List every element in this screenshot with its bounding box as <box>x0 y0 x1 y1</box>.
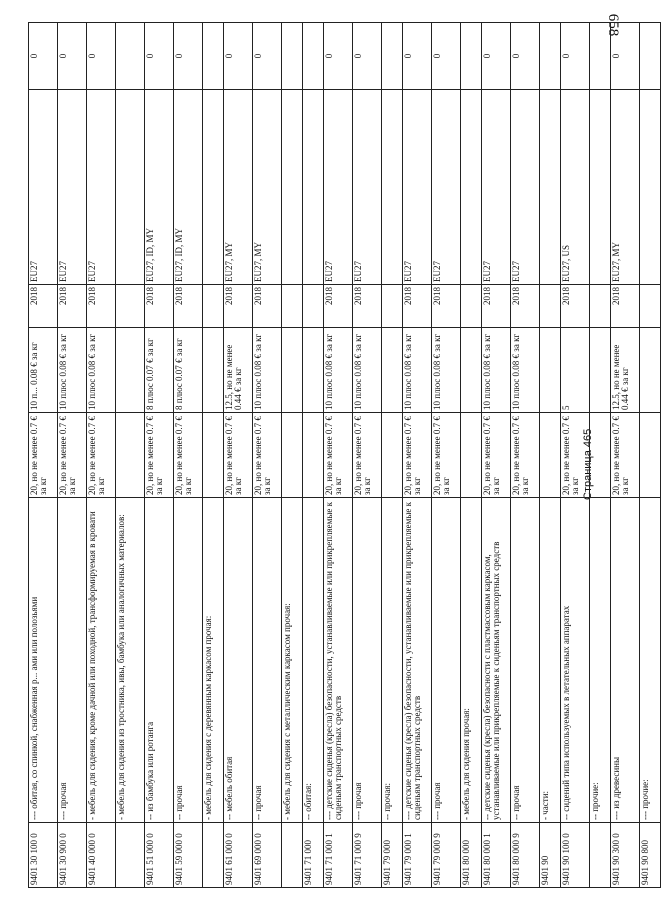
base-rate-cell: 20, но не менее 0.7 € за кг <box>29 413 58 498</box>
description-cell: - мебель для сидения из тростника, ивы, бамбука или аналогичных материалов: <box>116 498 145 823</box>
hs-code-cell: 9401 71 000 9 <box>353 823 382 888</box>
hs-code-cell: 9401 30 100 0 <box>29 823 58 888</box>
reduced-rate-cell <box>590 328 611 413</box>
countries-cell: EU27, ID, MY <box>145 90 174 285</box>
hs-code-cell: 9401 79 000 <box>382 823 403 888</box>
year-cell <box>116 285 145 328</box>
table-row <box>540 23 561 888</box>
base-rate-cell <box>203 413 224 498</box>
description-cell: --- прочие: <box>640 498 661 823</box>
reduced-rate-cell: 10 плюс 0.08 € за кг <box>324 328 353 413</box>
countries-cell: EU27 <box>58 90 87 285</box>
reduced-rate-cell <box>303 328 324 413</box>
base-rate-cell <box>640 413 661 498</box>
base-rate-cell <box>116 413 145 498</box>
base-rate-cell: 20, но не менее 0.7 € за кг <box>561 413 590 498</box>
hs-code-cell: 9401 90 800 <box>640 823 661 888</box>
reduced-rate-cell: 10 плюс 0.08 € за кг <box>403 328 432 413</box>
countries-cell: EU27, MY <box>253 90 282 285</box>
table-row <box>203 23 224 888</box>
hs-code-cell: 9401 90 100 0 <box>561 823 590 888</box>
hs-code-cell <box>116 823 145 888</box>
hs-code-cell: 9401 61 000 0 <box>224 823 253 888</box>
year-cell: 2018 <box>87 285 116 328</box>
countries-cell: EU27 <box>432 90 461 285</box>
final-rate-cell <box>382 23 403 90</box>
description-cell: --- обитая, со спинкой, снабженная р... ами или полозьями <box>29 498 58 823</box>
reduced-rate-cell: 12.5, но не менее 0.44 € за кг <box>224 328 253 413</box>
table-row <box>29 23 58 888</box>
year-cell: 2018 <box>611 285 640 328</box>
year-cell: 2018 <box>561 285 590 328</box>
reduced-rate-cell: 10 плюс 0.08 € за кг <box>58 328 87 413</box>
description-cell: -- мебель обитая <box>224 498 253 823</box>
year-cell <box>590 285 611 328</box>
final-rate-cell: 0 <box>324 23 353 90</box>
base-rate-cell: 20, но не менее 0.7 € за кг <box>224 413 253 498</box>
countries-cell <box>303 90 324 285</box>
table-row <box>58 23 87 888</box>
countries-cell <box>590 90 611 285</box>
final-rate-cell: 0 <box>432 23 461 90</box>
year-cell: 2018 <box>403 285 432 328</box>
final-rate-cell <box>540 23 561 90</box>
reduced-rate-cell: 10 плюс 0.08 € за кг <box>253 328 282 413</box>
hs-code-cell: 9401 69 000 0 <box>253 823 282 888</box>
year-cell: 2018 <box>58 285 87 328</box>
table-row <box>353 23 382 888</box>
table-row <box>116 23 145 888</box>
hs-code-cell <box>282 823 303 888</box>
final-rate-cell: 0 <box>482 23 511 90</box>
final-rate-cell <box>116 23 145 90</box>
table-row <box>611 23 640 888</box>
base-rate-cell: 20, но не менее 0.7 € за кг <box>145 413 174 498</box>
final-rate-cell: 0 <box>561 23 590 90</box>
year-cell <box>303 285 324 328</box>
hs-code-cell: 9401 30 900 0 <box>58 823 87 888</box>
final-rate-cell: 0 <box>253 23 282 90</box>
reduced-rate-cell: 10 плюс 0.08 € за кг <box>353 328 382 413</box>
final-rate-cell: 0 <box>224 23 253 90</box>
base-rate-cell: 20, но не менее 0.7 € за кг <box>324 413 353 498</box>
description-cell: -- обитая: <box>303 498 324 823</box>
year-cell <box>282 285 303 328</box>
tariff-table <box>28 22 661 888</box>
final-rate-cell <box>203 23 224 90</box>
base-rate-cell <box>590 413 611 498</box>
description-cell: - мебель для сидения с деревянным каркасом прочая: <box>203 498 224 823</box>
year-cell: 2018 <box>29 285 58 328</box>
hs-code-cell: 9401 80 000 <box>461 823 482 888</box>
countries-cell: EU27 <box>511 90 540 285</box>
countries-cell: EU27 <box>403 90 432 285</box>
final-rate-cell: 0 <box>353 23 382 90</box>
reduced-rate-cell: 10 плюс 0.08 € за кг <box>511 328 540 413</box>
final-rate-cell: 0 <box>403 23 432 90</box>
hs-code-cell: 9401 90 <box>540 823 561 888</box>
final-rate-cell: 0 <box>87 23 116 90</box>
table-row <box>461 23 482 888</box>
hs-code-cell: 9401 71 000 1 <box>324 823 353 888</box>
base-rate-cell: 20, но не менее 0.7 € за кг <box>482 413 511 498</box>
description-cell: -- сидений типа используемых в летательных аппаратах <box>561 498 590 823</box>
base-rate-cell <box>461 413 482 498</box>
table-row <box>303 23 324 888</box>
countries-cell: EU27 <box>87 90 116 285</box>
reduced-rate-cell <box>203 328 224 413</box>
reduced-rate-cell: 5 <box>561 328 590 413</box>
final-rate-cell: 0 <box>29 23 58 90</box>
reduced-rate-cell <box>461 328 482 413</box>
table-row <box>87 23 116 888</box>
reduced-rate-cell <box>116 328 145 413</box>
countries-cell: EU27 <box>29 90 58 285</box>
description-cell: -- прочая <box>174 498 203 823</box>
base-rate-cell: 20, но не менее 0.7 € за кг <box>611 413 640 498</box>
countries-cell: EU27 <box>353 90 382 285</box>
table-row <box>145 23 174 888</box>
year-cell: 2018 <box>253 285 282 328</box>
base-rate-cell: 20, но не менее 0.7 € за кг <box>403 413 432 498</box>
year-cell: 2018 <box>511 285 540 328</box>
countries-cell: EU27, MY <box>224 90 253 285</box>
base-rate-cell <box>540 413 561 498</box>
year-cell: 2018 <box>174 285 203 328</box>
year-cell <box>540 285 561 328</box>
hs-code-cell <box>203 823 224 888</box>
description-cell: -- прочая <box>253 498 282 823</box>
table-row <box>174 23 203 888</box>
description-cell: --- прочая <box>58 498 87 823</box>
reduced-rate-cell <box>540 328 561 413</box>
countries-cell <box>382 90 403 285</box>
year-cell: 2018 <box>353 285 382 328</box>
final-rate-cell <box>282 23 303 90</box>
description-cell: --- прочая <box>353 498 382 823</box>
hs-code-cell: 9401 40 000 0 <box>87 823 116 888</box>
final-rate-cell: 0 <box>611 23 640 90</box>
final-rate-cell: 0 <box>145 23 174 90</box>
year-cell: 2018 <box>482 285 511 328</box>
handwritten-page-number: 658 <box>605 13 622 37</box>
countries-cell: EU27 <box>482 90 511 285</box>
description-cell: --- из древесины <box>611 498 640 823</box>
reduced-rate-cell: 12.5, но не менее 0.44 € за кг <box>611 328 640 413</box>
hs-code-cell: 9401 80 000 9 <box>511 823 540 888</box>
year-cell <box>461 285 482 328</box>
reduced-rate-cell <box>382 328 403 413</box>
reduced-rate-cell: 10 плюс 0.08 € за кг <box>87 328 116 413</box>
table-row <box>224 23 253 888</box>
table-row <box>324 23 353 888</box>
base-rate-cell: 20, но не менее 0.7 € за кг <box>353 413 382 498</box>
reduced-rate-cell: 10 плюс 0.08 € за кг <box>482 328 511 413</box>
description-cell: -- из бамбука или ротанга <box>145 498 174 823</box>
base-rate-cell <box>303 413 324 498</box>
final-rate-cell: 0 <box>58 23 87 90</box>
description-cell: - мебель для сидения с металлическим каркасом прочая: <box>282 498 303 823</box>
countries-cell: EU27, US <box>561 90 590 285</box>
hs-code-cell: 9401 90 300 0 <box>611 823 640 888</box>
description-cell: --- прочая <box>432 498 461 823</box>
countries-cell <box>540 90 561 285</box>
table-row <box>282 23 303 888</box>
base-rate-cell: 20, но не менее 0.7 € за кг <box>511 413 540 498</box>
description-cell: --- детские сиденья (кресла) безопасности, устанавливаемые или прикрепляемые к сиденьям транспортных средств <box>324 498 353 823</box>
hs-code-cell <box>590 823 611 888</box>
table-row <box>253 23 282 888</box>
description-cell: -- прочие: <box>590 498 611 823</box>
countries-cell <box>203 90 224 285</box>
reduced-rate-cell <box>282 328 303 413</box>
final-rate-cell: 0 <box>174 23 203 90</box>
year-cell <box>203 285 224 328</box>
description-cell: - мебель для сидения, кроме дачной или походной, трансформируемая в кровати <box>87 498 116 823</box>
description-cell: - части: <box>540 498 561 823</box>
table-row <box>403 23 432 888</box>
page-footer-text: Страница 465 <box>582 428 594 500</box>
base-rate-cell: 20, но не менее 0.7 € за кг <box>432 413 461 498</box>
description-cell: - мебель для сидения прочая: <box>461 498 482 823</box>
hs-code-cell: 9401 51 000 0 <box>145 823 174 888</box>
countries-cell: EU27, MY <box>611 90 640 285</box>
table-row <box>511 23 540 888</box>
countries-cell <box>640 90 661 285</box>
hs-code-cell: 9401 80 000 1 <box>482 823 511 888</box>
year-cell: 2018 <box>224 285 253 328</box>
countries-cell <box>282 90 303 285</box>
countries-cell: EU27, ID, MY <box>174 90 203 285</box>
base-rate-cell: 20, но не менее 0.7 € за кг <box>253 413 282 498</box>
countries-cell <box>461 90 482 285</box>
base-rate-cell: 20, но не менее 0.7 € за кг <box>87 413 116 498</box>
year-cell: 2018 <box>324 285 353 328</box>
base-rate-cell <box>282 413 303 498</box>
table-row <box>432 23 461 888</box>
reduced-rate-cell <box>640 328 661 413</box>
year-cell: 2018 <box>432 285 461 328</box>
reduced-rate-cell: 10 плюс 0.08 € за кг <box>432 328 461 413</box>
hs-code-cell: 9401 59 000 0 <box>174 823 203 888</box>
table-row <box>590 23 611 888</box>
base-rate-cell: 20, но не менее 0.7 € за кг <box>174 413 203 498</box>
hs-code-cell: 9401 79 000 9 <box>432 823 461 888</box>
reduced-rate-cell: 8 плюс 0.07 € за кг <box>145 328 174 413</box>
table-row <box>640 23 661 888</box>
table-row <box>561 23 590 888</box>
table-row <box>482 23 511 888</box>
base-rate-cell: 20, но не менее 0.7 € за кг <box>58 413 87 498</box>
year-cell <box>382 285 403 328</box>
description-cell: -- детские сиденья (кресла) безопасности с пластмассовым каркасом, устанавливаемые или прикрепляемые к сиденьям транспортных средств <box>482 498 511 823</box>
final-rate-cell <box>461 23 482 90</box>
reduced-rate-cell: 8 плюс 0.07 € за кг <box>174 328 203 413</box>
base-rate-cell <box>382 413 403 498</box>
final-rate-cell <box>303 23 324 90</box>
description-cell: -- прочая: <box>382 498 403 823</box>
description-cell: --- детские сиденья (кресла) безопасности, устанавливаемые или прикрепляемые к сиденьям транспортных средств <box>403 498 432 823</box>
final-rate-cell: 0 <box>511 23 540 90</box>
hs-code-cell: 9401 79 000 1 <box>403 823 432 888</box>
countries-cell <box>116 90 145 285</box>
countries-cell: EU27 <box>324 90 353 285</box>
reduced-rate-cell: 10 п... 0.08 € за кг <box>29 328 58 413</box>
year-cell <box>640 285 661 328</box>
description-cell: -- прочая <box>511 498 540 823</box>
final-rate-cell <box>640 23 661 90</box>
year-cell: 2018 <box>145 285 174 328</box>
hs-code-cell: 9401 71 000 <box>303 823 324 888</box>
table-row <box>382 23 403 888</box>
final-rate-cell <box>590 23 611 90</box>
